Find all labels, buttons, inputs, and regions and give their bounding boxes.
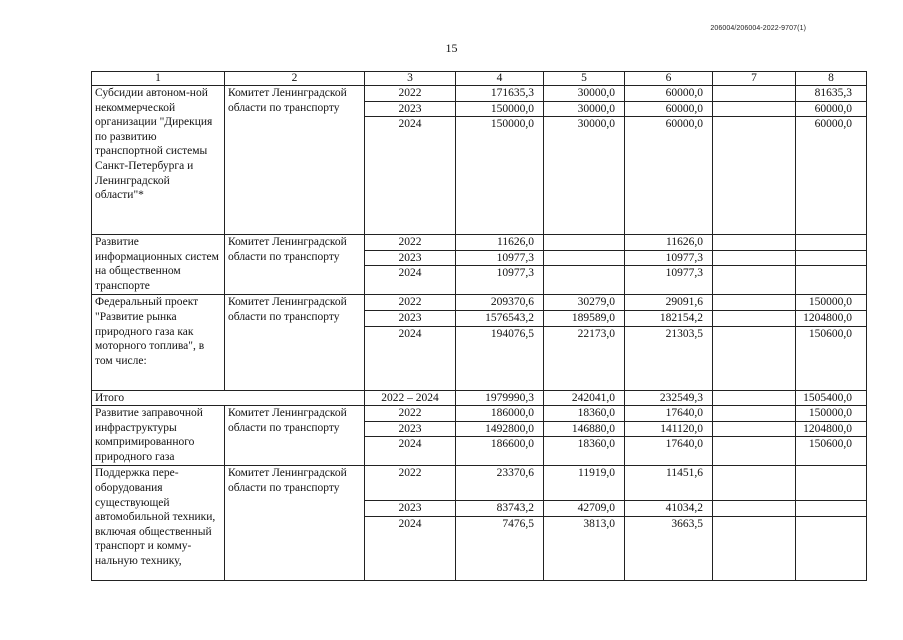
year-cell: 2022 xyxy=(365,235,456,251)
amount-cell: 41034,2 xyxy=(625,501,713,517)
amount-cell xyxy=(713,516,796,580)
budget-table xyxy=(91,71,867,581)
amount-cell: 83743,2 xyxy=(456,501,544,517)
amount-cell: 1204800,0 xyxy=(796,310,867,326)
amount-cell: 182154,2 xyxy=(625,310,713,326)
total-label: Итого xyxy=(92,390,365,406)
year-cell: 2024 xyxy=(365,326,456,390)
amount-cell xyxy=(796,266,867,295)
amount-cell: 21303,5 xyxy=(625,326,713,390)
amount-cell: 60000,0 xyxy=(625,117,713,235)
amount-cell xyxy=(544,266,625,295)
amount-cell: 22173,0 xyxy=(544,326,625,390)
amount-cell xyxy=(713,501,796,517)
amount-cell: 1979990,3 xyxy=(456,390,544,406)
amount-cell: 42709,0 xyxy=(544,501,625,517)
amount-cell: 10977,3 xyxy=(625,250,713,266)
item-name: Субсидии автоном-ной некоммерческой организации "Дирекция по развитию транспортной системы Санкт-Петербурга и Ленинградской области"* xyxy=(92,86,225,235)
amount-cell xyxy=(713,406,796,422)
amount-cell: 11919,0 xyxy=(544,466,625,501)
amount-cell: 150000,0 xyxy=(796,295,867,311)
amount-cell xyxy=(713,250,796,266)
year-cell: 2023 xyxy=(365,310,456,326)
amount-cell: 150600,0 xyxy=(796,326,867,390)
amount-cell: 3813,0 xyxy=(544,516,625,580)
amount-cell xyxy=(713,266,796,295)
amount-cell: 150000,0 xyxy=(456,101,544,117)
year-cell: 2022 xyxy=(365,295,456,311)
document-id: 206004/206004-2022-9707(1) xyxy=(710,25,806,32)
amount-cell: 29091,6 xyxy=(625,295,713,311)
amount-cell: 189589,0 xyxy=(544,310,625,326)
amount-cell xyxy=(544,235,625,251)
amount-cell: 194076,5 xyxy=(456,326,544,390)
column-header: 5 xyxy=(544,72,625,86)
year-cell: 2024 xyxy=(365,437,456,466)
executor: Комитет Ленинградской области по транспорту xyxy=(225,406,365,466)
amount-cell: 7476,5 xyxy=(456,516,544,580)
year-cell: 2022 xyxy=(365,406,456,422)
year-cell: 2022 – 2024 xyxy=(365,390,456,406)
amount-cell: 150000,0 xyxy=(456,117,544,235)
amount-cell: 60000,0 xyxy=(625,101,713,117)
amount-cell xyxy=(713,310,796,326)
amount-cell: 60000,0 xyxy=(625,86,713,102)
amount-cell: 1492800,0 xyxy=(456,421,544,437)
table-row xyxy=(92,406,867,422)
amount-cell: 11626,0 xyxy=(456,235,544,251)
amount-cell: 242041,0 xyxy=(544,390,625,406)
year-cell: 2023 xyxy=(365,250,456,266)
amount-cell xyxy=(713,86,796,102)
amount-cell: 30279,0 xyxy=(544,295,625,311)
amount-cell: 60000,0 xyxy=(796,117,867,235)
amount-cell xyxy=(796,516,867,580)
column-header: 3 xyxy=(365,72,456,86)
executor: Комитет Ленинградской области по транспорту xyxy=(225,235,365,295)
amount-cell: 81635,3 xyxy=(796,86,867,102)
year-cell: 2023 xyxy=(365,501,456,517)
table-row xyxy=(92,295,867,311)
amount-cell xyxy=(713,421,796,437)
amount-cell: 150000,0 xyxy=(796,406,867,422)
column-header: 4 xyxy=(456,72,544,86)
amount-cell: 10977,3 xyxy=(456,250,544,266)
amount-cell: 232549,3 xyxy=(625,390,713,406)
amount-cell xyxy=(713,235,796,251)
amount-cell xyxy=(713,390,796,406)
year-cell: 2023 xyxy=(365,421,456,437)
year-cell: 2024 xyxy=(365,266,456,295)
item-name: Поддержка пере-оборудования существующей автомобильной техники, включая общественный транспорт и комму-нальную технику, xyxy=(92,466,225,581)
amount-cell: 23370,6 xyxy=(456,466,544,501)
executor: Комитет Ленинградской области по транспорту xyxy=(225,295,365,390)
column-header: 7 xyxy=(713,72,796,86)
amount-cell xyxy=(796,466,867,501)
amount-cell xyxy=(713,101,796,117)
amount-cell: 10977,3 xyxy=(456,266,544,295)
amount-cell xyxy=(713,466,796,501)
amount-cell: 17640,0 xyxy=(625,437,713,466)
amount-cell xyxy=(796,501,867,517)
amount-cell: 146880,0 xyxy=(544,421,625,437)
total-row xyxy=(92,390,867,406)
year-cell: 2022 xyxy=(365,86,456,102)
table-row xyxy=(92,466,867,501)
amount-cell: 3663,5 xyxy=(625,516,713,580)
column-header: 6 xyxy=(625,72,713,86)
amount-cell: 209370,6 xyxy=(456,295,544,311)
item-name: Развитие информационных систем на общественном транспорте xyxy=(92,235,225,295)
amount-cell xyxy=(796,235,867,251)
column-header: 1 xyxy=(92,72,225,86)
page-number: 15 xyxy=(445,41,458,55)
amount-cell: 150600,0 xyxy=(796,437,867,466)
column-header: 2 xyxy=(225,72,365,86)
amount-cell: 1204800,0 xyxy=(796,421,867,437)
column-header: 8 xyxy=(796,72,867,86)
amount-cell: 11626,0 xyxy=(625,235,713,251)
amount-cell: 11451,6 xyxy=(625,466,713,501)
year-cell: 2024 xyxy=(365,117,456,235)
amount-cell: 30000,0 xyxy=(544,101,625,117)
amount-cell xyxy=(713,437,796,466)
amount-cell xyxy=(544,250,625,266)
amount-cell: 10977,3 xyxy=(625,266,713,295)
year-cell: 2023 xyxy=(365,101,456,117)
amount-cell xyxy=(713,117,796,235)
amount-cell xyxy=(713,295,796,311)
amount-cell: 18360,0 xyxy=(544,406,625,422)
amount-cell: 60000,0 xyxy=(796,101,867,117)
table-row xyxy=(92,86,867,102)
item-name: Федеральный проект "Развитие рынка природного газа как моторного топлива", в том числе: xyxy=(92,295,225,390)
table-row xyxy=(92,235,867,251)
executor: Комитет Ленинградской области по транспорту xyxy=(225,466,365,581)
amount-cell: 186600,0 xyxy=(456,437,544,466)
amount-cell: 18360,0 xyxy=(544,437,625,466)
amount-cell: 1505400,0 xyxy=(796,390,867,406)
executor: Комитет Ленинградской области по транспорту xyxy=(225,86,365,235)
amount-cell: 186000,0 xyxy=(456,406,544,422)
amount-cell: 171635,3 xyxy=(456,86,544,102)
amount-cell: 1576543,2 xyxy=(456,310,544,326)
amount-cell: 30000,0 xyxy=(544,86,625,102)
year-cell: 2022 xyxy=(365,466,456,501)
amount-cell xyxy=(713,326,796,390)
amount-cell: 141120,0 xyxy=(625,421,713,437)
amount-cell: 30000,0 xyxy=(544,117,625,235)
amount-cell: 17640,0 xyxy=(625,406,713,422)
amount-cell xyxy=(796,250,867,266)
item-name: Развитие заправочной инфраструктуры компримированного природного газа xyxy=(92,406,225,466)
year-cell: 2024 xyxy=(365,516,456,580)
column-number-row xyxy=(92,72,867,86)
